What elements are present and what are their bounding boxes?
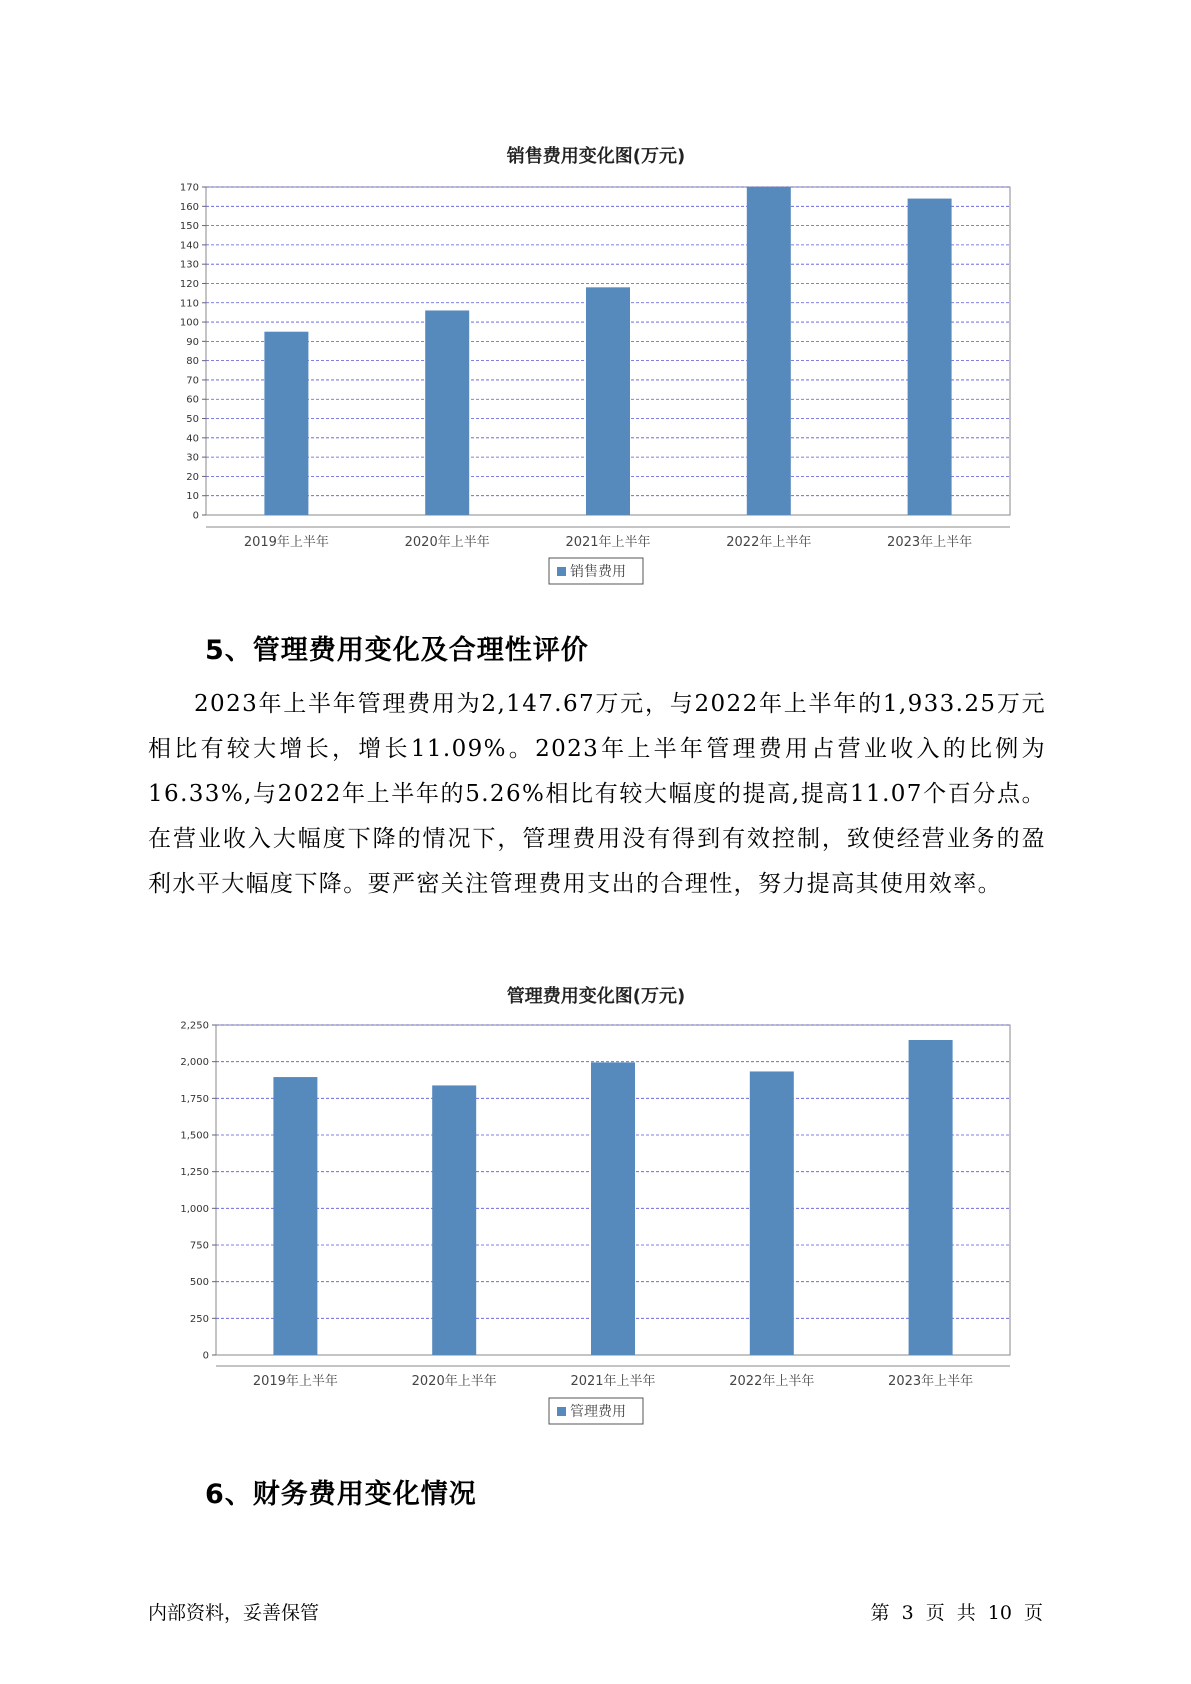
y-tick-label: 70 bbox=[186, 375, 199, 387]
section-6-heading: 6、财务费用变化情况 bbox=[205, 1479, 477, 1510]
y-tick-label: 60 bbox=[186, 394, 199, 406]
legend bbox=[549, 1398, 643, 1424]
bar bbox=[909, 1040, 953, 1355]
y-tick-label: 50 bbox=[186, 414, 199, 426]
legend-swatch bbox=[557, 1407, 566, 1416]
y-tick-label: 40 bbox=[186, 433, 199, 445]
x-tick-label: 2023年上半年 bbox=[887, 535, 973, 550]
y-tick-label: 10 bbox=[186, 491, 199, 503]
y-tick-label: 2,000 bbox=[180, 1057, 209, 1069]
x-tick-label: 2021年上半年 bbox=[570, 1374, 656, 1389]
y-tick-label: 170 bbox=[179, 182, 199, 194]
y-tick-label: 250 bbox=[189, 1313, 209, 1325]
x-tick-label: 2019年上半年 bbox=[252, 1374, 338, 1389]
y-tick-label: 2,250 bbox=[180, 1020, 209, 1032]
bar bbox=[591, 1062, 635, 1355]
y-tick-label: 750 bbox=[189, 1240, 209, 1252]
bar bbox=[432, 1085, 476, 1355]
legend-label: 管理费用 bbox=[570, 1404, 626, 1420]
chart-title: 管理费用变化图(万元) bbox=[506, 986, 686, 1007]
y-tick-label: 1,500 bbox=[180, 1130, 209, 1142]
y-tick-label: 150 bbox=[179, 221, 199, 233]
legend-label: 销售费用 bbox=[570, 564, 626, 580]
section-5-heading: 5、管理费用变化及合理性评价 bbox=[205, 635, 589, 666]
x-tick-label: 2021年上半年 bbox=[565, 535, 651, 550]
y-tick-label: 500 bbox=[189, 1277, 209, 1289]
y-tick-label: 120 bbox=[179, 278, 199, 290]
y-tick-label: 140 bbox=[179, 240, 199, 252]
x-tick-label: 2019年上半年 bbox=[243, 535, 329, 550]
y-tick-label: 110 bbox=[179, 298, 199, 310]
x-tick-label: 2020年上半年 bbox=[411, 1374, 497, 1389]
chart-title: 销售费用变化图(万元) bbox=[506, 146, 686, 167]
y-tick-label: 1,750 bbox=[180, 1093, 209, 1105]
x-tick-label: 2022年上半年 bbox=[726, 535, 812, 550]
footer-page-number: 第 3 页 共 10 页 bbox=[870, 1602, 1043, 1624]
y-tick-label: 130 bbox=[179, 259, 199, 271]
y-tick-label: 0 bbox=[202, 1350, 209, 1362]
y-tick-label: 80 bbox=[186, 356, 199, 368]
x-tick-label: 2022年上半年 bbox=[729, 1374, 815, 1389]
y-tick-label: 100 bbox=[179, 317, 199, 329]
y-tick-label: 30 bbox=[186, 452, 199, 464]
x-tick-label: 2023年上半年 bbox=[888, 1374, 974, 1389]
bar bbox=[273, 1077, 317, 1355]
footer-confidential-note: 内部资料，妥善保管 bbox=[148, 1602, 320, 1624]
y-tick-label: 1,250 bbox=[180, 1167, 209, 1179]
bar bbox=[750, 1071, 794, 1355]
y-tick-label: 0 bbox=[192, 510, 199, 522]
section-5-paragraph: 2023年上半年管理费用为2,147.67万元，与2022年上半年的1,933.25万元相比有较大增长，增长11.09%。2023年上半年管理费用占营业收入的比例为16.33%,与2022年上半年的5.26%相比有较大幅度的提高,提高11.07个百分点。在营业收入大幅度下降的情况下，管理费用没有得到有效控制，致使经营业务的盈利水平大幅度下降。要严密关注管理费用支出的合理性，努力提高其使用效率。 bbox=[148, 691, 1046, 897]
y-tick-label: 160 bbox=[179, 201, 199, 213]
y-tick-label: 90 bbox=[186, 336, 199, 348]
y-tick-label: 1,000 bbox=[180, 1203, 209, 1215]
y-tick-label: 20 bbox=[186, 471, 199, 483]
x-tick-label: 2020年上半年 bbox=[404, 535, 490, 550]
